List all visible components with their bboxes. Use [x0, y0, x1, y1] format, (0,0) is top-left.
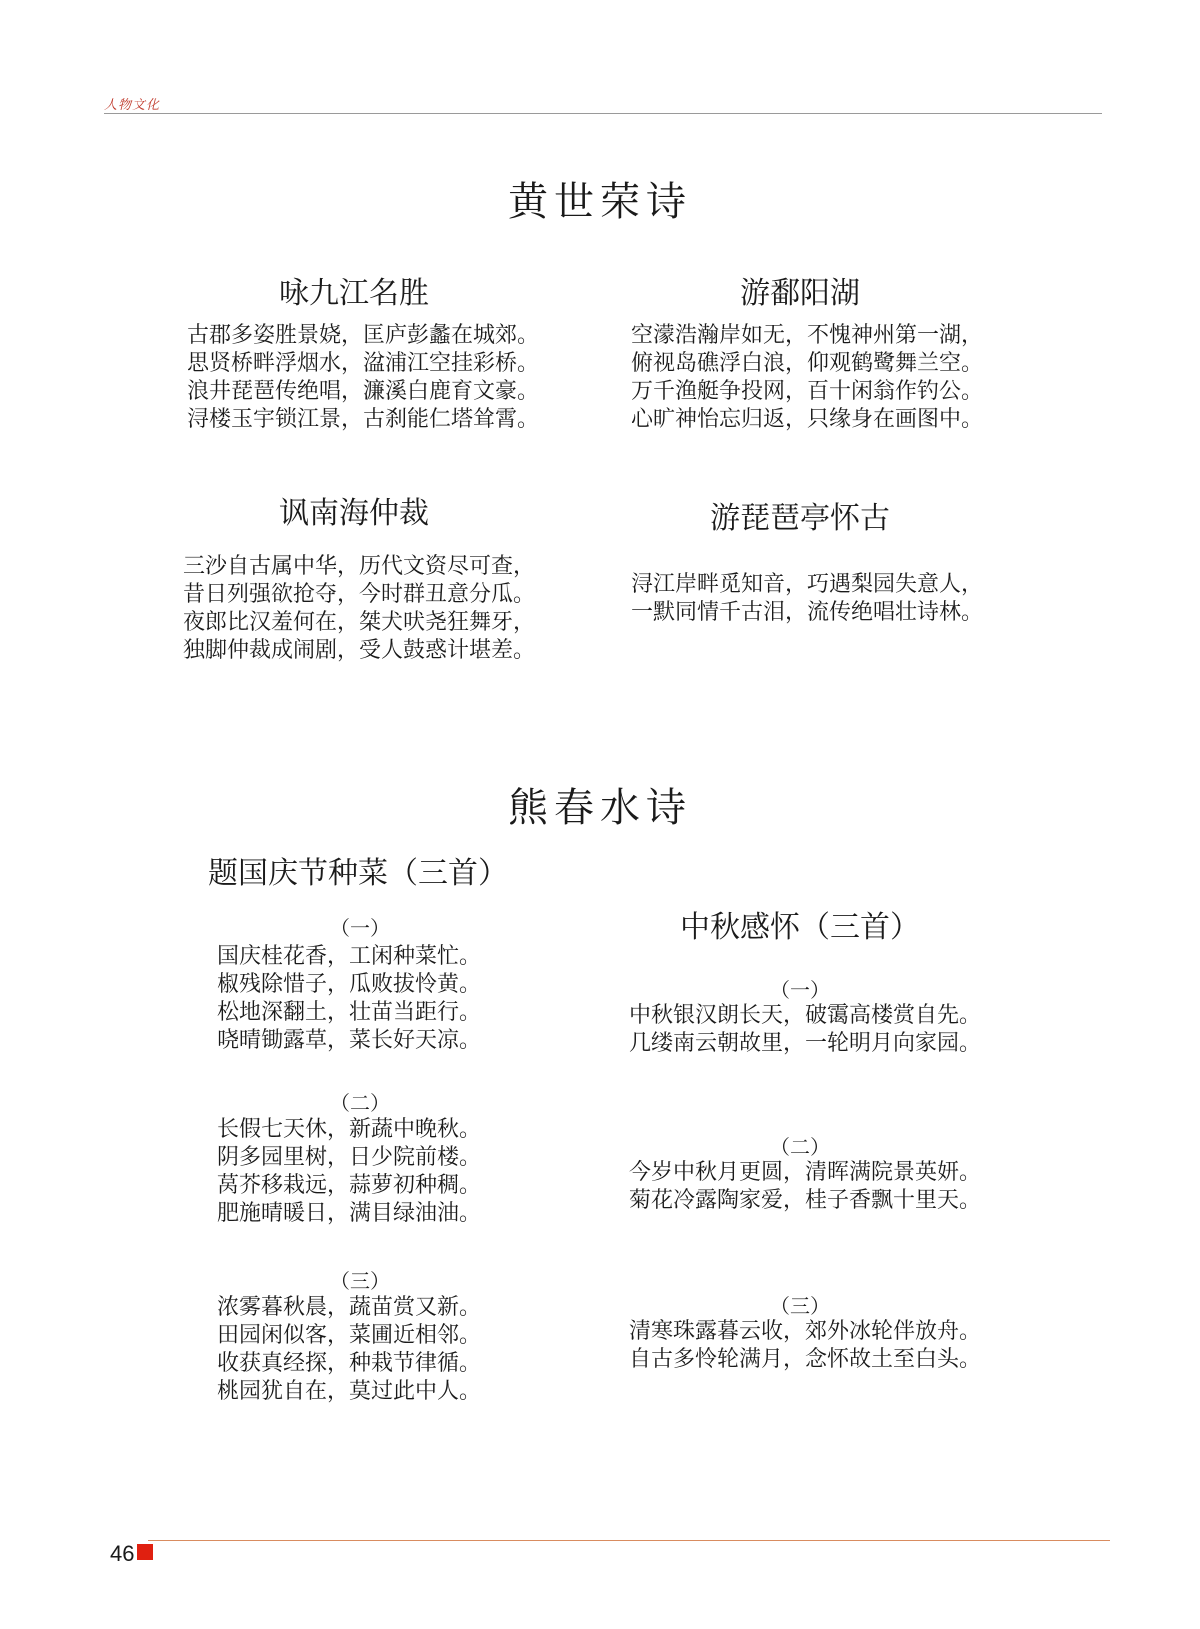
- poem-line: 万千渔艇争投网，百十闲翁作钓公。: [631, 379, 984, 404]
- poem-title: 游鄱阳湖: [740, 276, 860, 311]
- poem-line: 思贤桥畔浮烟水，湓浦江空挂彩桥。: [187, 351, 540, 376]
- section-title-xiong: 熊春水诗: [508, 785, 692, 831]
- poem-line: 肥施晴暖日，满目绿油油。: [217, 1201, 482, 1226]
- poem-line: 松地深翻土，壮苗当距行。: [217, 1000, 482, 1025]
- part-label: （三）: [770, 1294, 830, 1318]
- poem-line: 夜郎比汉羞何在，桀犬吠尧狂舞牙，: [183, 610, 536, 635]
- poem-line: 今岁中秋月更圆，清晖满院景英妍。: [629, 1160, 982, 1185]
- poem-line: 空濛浩瀚岸如无，不愧神州第一湖，: [631, 323, 984, 348]
- header-logo: 人物文化: [104, 98, 161, 113]
- poem-line: 清寒珠露暮云收，郊外冰轮伴放舟。: [629, 1319, 982, 1344]
- part-label: （三）: [330, 1269, 390, 1293]
- poem-body: [217, 943, 481, 1055]
- poem-line: 古郡多姿胜景娆，匡庐彭蠡在城郊。: [187, 323, 540, 348]
- poem-body: [217, 1294, 481, 1406]
- part-label: （一）: [330, 916, 390, 940]
- poem-body: [629, 1318, 981, 1374]
- poem-line: 田园闲似客，菜圃近相邻。: [217, 1323, 482, 1348]
- poem-group-title: 中秋感怀（三首）: [680, 910, 920, 945]
- poem-line: 一默同情千古泪，流传绝唱壮诗林。: [631, 600, 984, 625]
- poem-line: 浔楼玉宇锁江景，古刹能仁塔耸霄。: [187, 407, 540, 432]
- poem-line: 浓雾暮秋晨，蔬苗赏又新。: [217, 1295, 482, 1320]
- poem-line: 独脚仲裁成闹剧，受人鼓惑计堪差。: [183, 638, 536, 663]
- poem-line: 几缕南云朝故里，一轮明月向家园。: [629, 1031, 982, 1056]
- footer-divider: [148, 1540, 1110, 1541]
- poem-line: 昔日列强欲抢夺，今时群丑意分瓜。: [183, 582, 536, 607]
- poem-line: 桃园犹自在，莫过此中人。: [217, 1379, 482, 1404]
- poem-line: 哓晴锄露草，菜长好天凉。: [217, 1028, 482, 1053]
- poem-line: 椒残除惜子，瓜败拔怜黄。: [217, 972, 482, 997]
- poem-line: 俯视岛礁浮白浪，仰观鹤鹭舞兰空。: [631, 351, 984, 376]
- poem-line: 心旷神怡忘归返，只缘身在画图中。: [631, 407, 984, 432]
- poem-body: [629, 1159, 981, 1215]
- poem-line: 菊花冷露陶家爱，桂子香飘十里天。: [629, 1188, 982, 1213]
- poem-line: 阴多园里树，日少院前楼。: [217, 1145, 482, 1170]
- section-title-huang: 黄世荣诗: [508, 179, 692, 225]
- poem-line: 长假七天休，新蔬中晚秋。: [217, 1117, 482, 1142]
- poem-body: [631, 322, 983, 434]
- part-label: （二）: [330, 1091, 390, 1115]
- poem-title: 讽南海仲裁: [279, 496, 429, 531]
- poem-line: 莴芥移栽远，蒜萝初种稠。: [217, 1173, 482, 1198]
- poem-body: [631, 571, 983, 627]
- poem-line: 国庆桂花香，工闲种菜忙。: [217, 944, 482, 969]
- poem-line: 自古多怜轮满月，念怀故土至白头。: [629, 1347, 982, 1372]
- part-label: （二）: [770, 1135, 830, 1159]
- page-number: 46: [110, 1541, 135, 1566]
- poem-group-title: 题国庆节种菜（三首）: [208, 856, 508, 891]
- header-divider: [104, 113, 1102, 114]
- poem-line: 浪井琵琶传绝唱，濂溪白鹿育文豪。: [187, 379, 540, 404]
- page-marker-square: [137, 1544, 153, 1560]
- poem-body: [187, 322, 539, 434]
- poem-body: [217, 1116, 481, 1228]
- poem-title: 游琵琶亭怀古: [710, 501, 890, 536]
- poem-line: 浔江岸畔觅知音，巧遇梨园失意人，: [631, 572, 984, 597]
- part-label: （一）: [770, 978, 830, 1002]
- poem-body: [183, 553, 535, 665]
- poem-line: 中秋银汉朗长天，破霭高楼赏自先。: [629, 1003, 982, 1028]
- poem-line: 收获真经探，种栽节律循。: [217, 1351, 482, 1376]
- poem-line: 三沙自古属中华，历代文资尽可查，: [183, 554, 536, 579]
- poem-title: 咏九江名胜: [279, 276, 429, 311]
- poem-body: [629, 1002, 981, 1058]
